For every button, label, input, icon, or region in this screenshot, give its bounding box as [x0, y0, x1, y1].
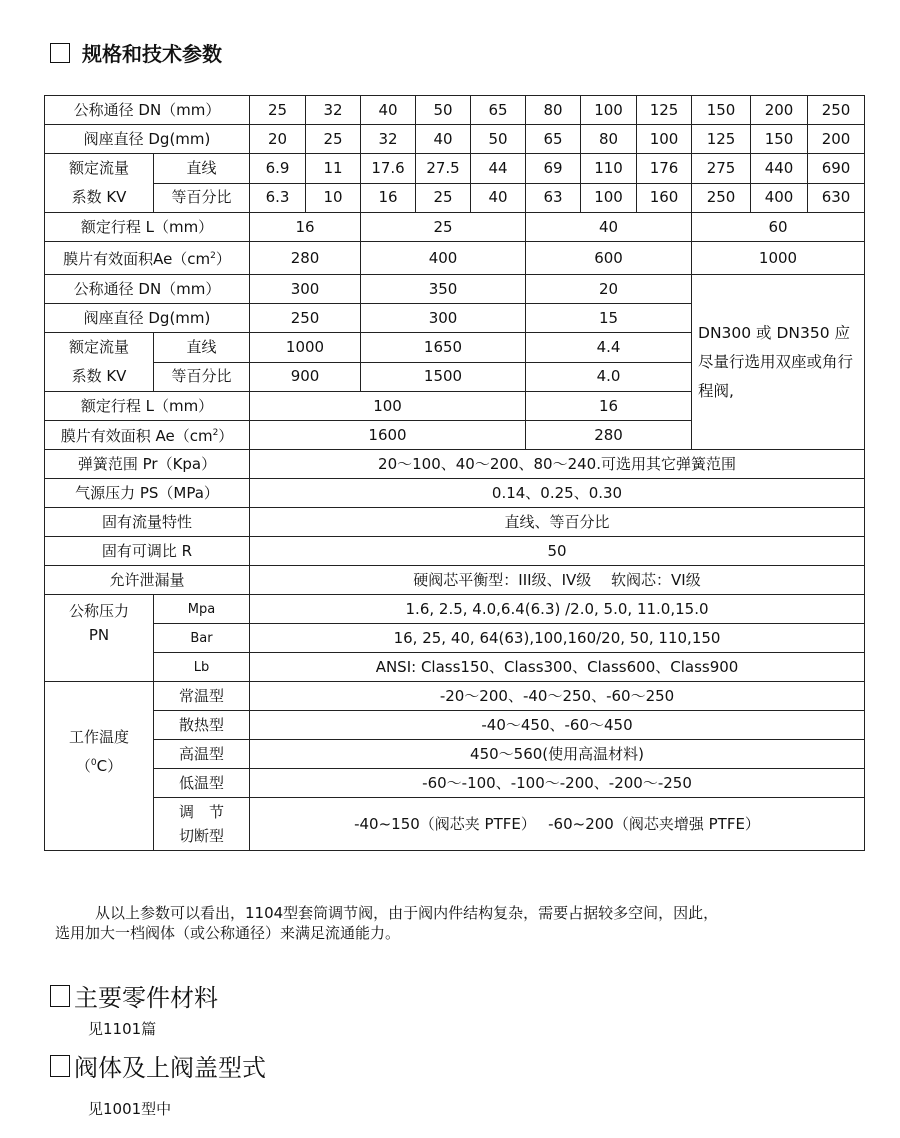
table-row: [45, 740, 865, 769]
cell: 0.14、0.25、0.30: [250, 479, 865, 508]
cell: 40: [416, 125, 471, 154]
cell: 69: [526, 154, 581, 184]
cell: 400: [751, 183, 808, 213]
table-row: [45, 183, 865, 213]
row-label: 气源压力 PS（MPa）: [45, 479, 250, 508]
row-label: 公称通径 DN（mm）: [45, 275, 250, 304]
temp-type: 高温型: [154, 740, 250, 769]
label-line: 工作温度: [68, 727, 129, 746]
table-row: [45, 213, 865, 242]
sub-label: 直线: [154, 154, 250, 184]
row-label: 允许泄漏量: [45, 566, 250, 595]
label-line: 切断型: [179, 827, 225, 845]
checkbox-square-icon: [50, 985, 70, 1007]
unit-label: Mpa: [154, 595, 250, 624]
cell: 4.0: [526, 362, 692, 392]
cell: -40~150（阀芯夹 PTFE） -60~200（阀芯夹增强 PTFE）: [250, 798, 865, 851]
section-title: 阀体及上阀盖型式: [74, 1054, 266, 1082]
cell: 50: [250, 537, 865, 566]
checkbox-square-icon: [50, 43, 70, 63]
cell: 100: [581, 183, 637, 213]
table-row: [45, 595, 865, 624]
cell: 63: [526, 183, 581, 213]
temp-type: [154, 798, 250, 851]
cell: 125: [692, 125, 751, 154]
cell: 100: [581, 96, 637, 125]
superscript: 0: [90, 757, 97, 768]
cell: 40: [471, 183, 526, 213]
cell: -60～-100、-100～-200、-200～-250: [250, 769, 865, 798]
cell: 20～100、40～200、80～240.可选用其它弹簧范围: [250, 450, 865, 479]
row-label: 公称通径 DN（mm）: [45, 96, 250, 125]
label-line: 调 节: [179, 803, 225, 821]
checkbox-square-icon: [50, 1055, 70, 1077]
cell: 20: [526, 275, 692, 304]
table-row: [45, 154, 865, 184]
note-cell: DN300 或 DN350 应尽量行选用双座或角行程阀,: [692, 275, 865, 450]
row-label: [45, 333, 154, 392]
summary-paragraph: [55, 903, 870, 943]
table-row: [45, 711, 865, 740]
cell: 150: [692, 96, 751, 125]
reference-text: 见1001型中: [88, 1100, 172, 1118]
cell: ANSI: Class150、Class300、Class600、Class900: [250, 653, 865, 682]
row-label: [45, 242, 250, 275]
table-row: [45, 450, 865, 479]
reference-text: 见1101篇: [88, 1020, 157, 1038]
label-text: 膜片有效面积 Ae（cm: [60, 427, 213, 445]
cell: 600: [526, 242, 692, 275]
sub-label: 等百分比: [154, 183, 250, 213]
row-label: 阀座直径 Dg(mm): [45, 304, 250, 333]
cell: 16: [526, 392, 692, 421]
cell: 450～560(使用高温材料): [250, 740, 865, 769]
spec-table: [44, 95, 865, 851]
cell: 40: [361, 96, 416, 125]
label-text: ）: [215, 250, 231, 268]
table-row: [45, 479, 865, 508]
cell: 25: [250, 96, 306, 125]
cell: 1500: [361, 362, 526, 392]
table-row: [45, 537, 865, 566]
table-row: [45, 769, 865, 798]
temp-type: 低温型: [154, 769, 250, 798]
cell: 44: [471, 154, 526, 184]
table-row: [45, 566, 865, 595]
cell: 50: [416, 96, 471, 125]
cell: 1600: [250, 421, 526, 450]
cell: 350: [361, 275, 526, 304]
cell: 125: [637, 96, 692, 125]
cell: 300: [361, 304, 526, 333]
cell: 100: [250, 392, 526, 421]
label-line: 额定流量: [68, 338, 129, 356]
cell: 硬阀芯平衡型：III级、IV级 软阀芯：VI级: [250, 566, 865, 595]
label-text: （: [75, 756, 91, 775]
section-title: 主要零件材料: [74, 984, 218, 1012]
cell: 300: [250, 275, 361, 304]
row-label: [45, 154, 154, 213]
temp-type: 散热型: [154, 711, 250, 740]
cell: 80: [526, 96, 581, 125]
table-row: [45, 242, 865, 275]
cell: 16: [250, 213, 361, 242]
label-line: 额定流量: [68, 159, 129, 177]
sub-label: 等百分比: [154, 362, 250, 392]
cell: 50: [471, 125, 526, 154]
cell: 10: [306, 183, 361, 213]
label-line: 公称压力: [68, 602, 129, 620]
row-label: [45, 595, 154, 682]
row-label: 固有流量特性: [45, 508, 250, 537]
table-row: [45, 624, 865, 653]
cell: 400: [361, 242, 526, 275]
cell: 25: [306, 125, 361, 154]
label-text: ）: [218, 427, 234, 445]
row-label: [45, 421, 250, 450]
cell: 176: [637, 154, 692, 184]
cell: 80: [581, 125, 637, 154]
cell: -20～200、-40～250、-60～250: [250, 682, 865, 711]
cell: 16, 25, 40, 64(63),100,160/20, 50, 110,150: [250, 624, 865, 653]
cell: 27.5: [416, 154, 471, 184]
label-text: C）: [96, 756, 123, 775]
cell: 17.6: [361, 154, 416, 184]
cell: 32: [361, 125, 416, 154]
cell: 1000: [250, 333, 361, 363]
temp-type: 常温型: [154, 682, 250, 711]
cell: 630: [808, 183, 865, 213]
section-heading-body: [50, 1048, 266, 1083]
cell: 40: [526, 213, 692, 242]
cell: 15: [526, 304, 692, 333]
cell: 4.4: [526, 333, 692, 363]
cell: 280: [250, 242, 361, 275]
section-heading-specs: [50, 38, 222, 67]
cell: 60: [692, 213, 865, 242]
table-row: [45, 682, 865, 711]
row-label: [45, 682, 154, 851]
cell: 1650: [361, 333, 526, 363]
cell: 200: [808, 125, 865, 154]
label-text: 膜片有效面积Ae（cm: [63, 250, 211, 268]
paragraph-line: 选用加大一档阀体（或公称通径）来满足流通能力。: [55, 924, 401, 942]
cell: 100: [637, 125, 692, 154]
table-row: [45, 96, 865, 125]
cell: 6.3: [250, 183, 306, 213]
cell: 25: [416, 183, 471, 213]
table-row: [45, 798, 865, 851]
unit-label: Lb: [154, 653, 250, 682]
cell: 250: [692, 183, 751, 213]
cell: 直线、等百分比: [250, 508, 865, 537]
cell: 1000: [692, 242, 865, 275]
cell: 275: [692, 154, 751, 184]
section-heading-materials: [50, 978, 218, 1013]
cell: -40～450、-60～450: [250, 711, 865, 740]
superscript: 2: [212, 428, 219, 438]
cell: 250: [250, 304, 361, 333]
cell: 280: [526, 421, 692, 450]
label-line: 系数 KV: [71, 367, 127, 385]
sub-label: 直线: [154, 333, 250, 363]
section-title: 规格和技术参数: [82, 42, 222, 66]
table-row: [45, 275, 865, 304]
cell: 900: [250, 362, 361, 392]
cell: 11: [306, 154, 361, 184]
label-line: [45, 750, 153, 779]
row-label: 额定行程 L（mm）: [45, 392, 250, 421]
paragraph-line: 从以上参数可以看出，1104型套筒调节阀，由于阀内件结构复杂，需要占据较多空间，因此，: [95, 904, 719, 922]
cell: 16: [361, 183, 416, 213]
row-label: 额定行程 L（mm）: [45, 213, 250, 242]
cell: 65: [471, 96, 526, 125]
cell: 32: [306, 96, 361, 125]
cell: 200: [751, 96, 808, 125]
cell: 65: [526, 125, 581, 154]
cell: 440: [751, 154, 808, 184]
cell: 110: [581, 154, 637, 184]
row-label: 固有可调比 R: [45, 537, 250, 566]
cell: 150: [751, 125, 808, 154]
cell: 25: [361, 213, 526, 242]
superscript: 2: [210, 251, 216, 261]
cell: 250: [808, 96, 865, 125]
label-line: 系数 KV: [71, 188, 127, 206]
cell: 6.9: [250, 154, 306, 184]
cell: 160: [637, 183, 692, 213]
table-row: [45, 125, 865, 154]
row-label: 弹簧范围 Pr（Kpa）: [45, 450, 250, 479]
unit-label: Bar: [154, 624, 250, 653]
table-row: [45, 508, 865, 537]
cell: 20: [250, 125, 306, 154]
label-line: PN: [88, 626, 110, 644]
cell: 1.6, 2.5, 4.0,6.4(6.3) /2.0, 5.0, 11.0,15.0: [250, 595, 865, 624]
cell: 690: [808, 154, 865, 184]
row-label: 阀座直径 Dg(mm): [45, 125, 250, 154]
table-row: [45, 653, 865, 682]
